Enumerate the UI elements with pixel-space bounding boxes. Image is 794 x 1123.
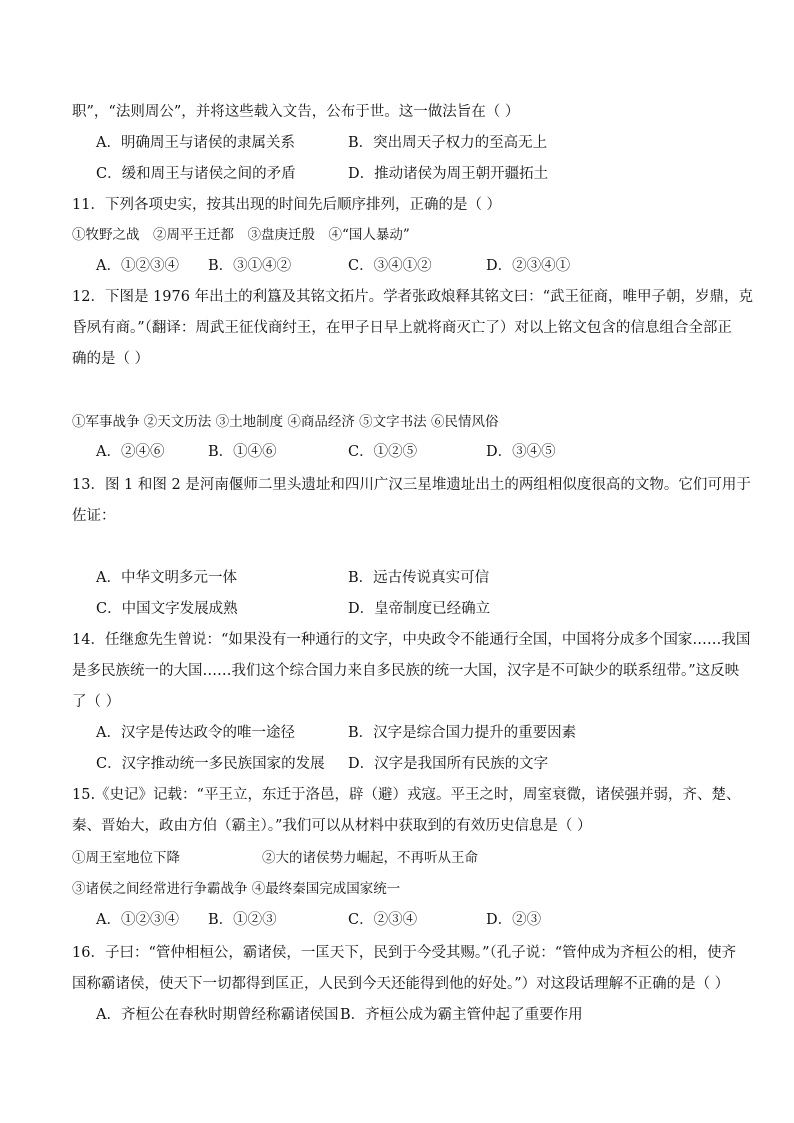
q11-stem: 11．下列各项史实，按其出现的时间先后顺序排列，正确的是（ ） — [72, 197, 502, 213]
q16-option-b: B．齐桓公成为霸主管仲起了重要作用 — [340, 1007, 583, 1023]
q10-stem: 职”，“法则周公”，并将这些载入文告，公布于世。这一做法旨在（ ） — [72, 104, 520, 120]
q12-option-b: B．①④⑥ — [208, 444, 277, 460]
q12-items: ①军事战争 ②天文历法 ③土地制度 ④商品经济 ⑤文字书法 ⑥民情风俗 — [72, 414, 499, 430]
q13-stem-line-1: 13．图 1 和图 2 是河南偃师二里头遗址和四川广汉三星堆遗址出土的两组相似度很高的文物。它们可用于 — [72, 477, 751, 493]
q14-stem-line-1: 14．任继愈先生曾说：“如果没有一种通行的文字，中央政令不能通行全国，中国将分成多个国家……我国 — [72, 632, 751, 648]
q11-option-b: B．③①④② — [208, 258, 292, 274]
q12-stem-line-2: 昏夙有商。”（翻译：周武王征伐商纣王，在甲子日早上就将商灭亡了）对以上铭文包含的信息组合全部正 — [72, 320, 732, 336]
q14-option-c: C．汉字推动统一多民族国家的发展 — [96, 756, 325, 772]
q10-option-c: C．缓和周王与诸侯之间的矛盾 — [96, 166, 296, 182]
q13-option-c: C．中国文字发展成熟 — [96, 601, 238, 617]
q13-option-a: A．中华文明多元一体 — [96, 570, 237, 586]
q13-option-d: D．皇帝制度已经确立 — [348, 601, 491, 617]
q16-stem-line-2: 国称霸诸侯，使天下一切都得到匡正，人民到今天还能得到他的好处。”）对这段话理解不正确的是（ ） — [72, 976, 730, 992]
q10-option-b: B．突出周天子权力的至高无上 — [348, 135, 548, 151]
q15-item-1: ①周王室地位下降 — [72, 850, 180, 866]
q15-stem-line-2: 秦、晋始大，政由方伯（霸主）。”我们可以从材料中获取到的有效历史信息是（ ） — [72, 818, 592, 834]
q15-option-d: D．②③ — [486, 912, 542, 928]
q14-option-d: D．汉字是我国所有民族的文字 — [348, 756, 549, 772]
q12-option-c: C．①②⑤ — [348, 444, 418, 460]
q13-option-b: B．远古传说真实可信 — [348, 570, 490, 586]
q14-stem-line-2: 是多民族统一的大国……我们这个综合国力来自多民族的统一大国，汉字是不可缺少的联系纽带。”这反映 — [72, 663, 740, 679]
q15-stem-line-1: 15.《史记》记载：“平王立，东迁于洛邑，辟（避）戎寇。平王之时，周室衰微，诸侯强并弱，齐、楚、 — [72, 787, 741, 803]
q15-item-3-4: ③诸侯之间经常进行争霸战争 ④最终秦国完成国家统一 — [72, 881, 401, 897]
q15-item-2: ②大的诸侯势力崛起，不再听从王命 — [262, 850, 478, 866]
q10-option-a: A．明确周王与诸侯的隶属关系 — [96, 135, 295, 151]
q12-option-a: A．②④⑥ — [96, 444, 165, 460]
q11-items: ①牧野之战 ②周平王迁都 ③盘庚迁殷 ④“国人暴动” — [72, 227, 410, 243]
q13-stem-line-2: 佐证： — [72, 508, 116, 524]
q11-option-c: C．③④①② — [348, 258, 432, 274]
q12-option-d: D．③④⑤ — [486, 444, 556, 460]
q15-option-a: A．①②③④ — [96, 912, 179, 928]
q15-option-c: C．②③④ — [348, 912, 418, 928]
q10-option-d: D．推动诸侯为周王朝开疆拓土 — [348, 166, 549, 182]
q12-stem-line-3: 确的是（ ） — [72, 351, 150, 367]
q12-stem-line-1: 12．下图是 1976 年出土的利簋及其铭文拓片。学者张政烺释其铭文曰：“武王征商，唯甲子朝，岁鼎，克 — [72, 289, 753, 305]
q15-option-b: B．①②③ — [208, 912, 277, 928]
q16-stem-line-1: 16．子曰：“管仲相桓公，霸诸侯，一匡天下，民到于今受其赐。”（孔子说：“管仲成为齐桓公的相，使齐 — [72, 945, 737, 961]
q11-option-d: D．②③④① — [486, 258, 571, 274]
q14-option-a: A．汉字是传达政令的唯一途径 — [96, 725, 295, 741]
q16-option-a: A．齐桓公在春秋时期曾经称霸诸侯国 — [96, 1007, 339, 1023]
q11-option-a: A．①②③④ — [96, 258, 179, 274]
q14-stem-line-3: 了（ ） — [72, 694, 121, 710]
q14-option-b: B．汉字是综合国力提升的重要因素 — [348, 725, 577, 741]
